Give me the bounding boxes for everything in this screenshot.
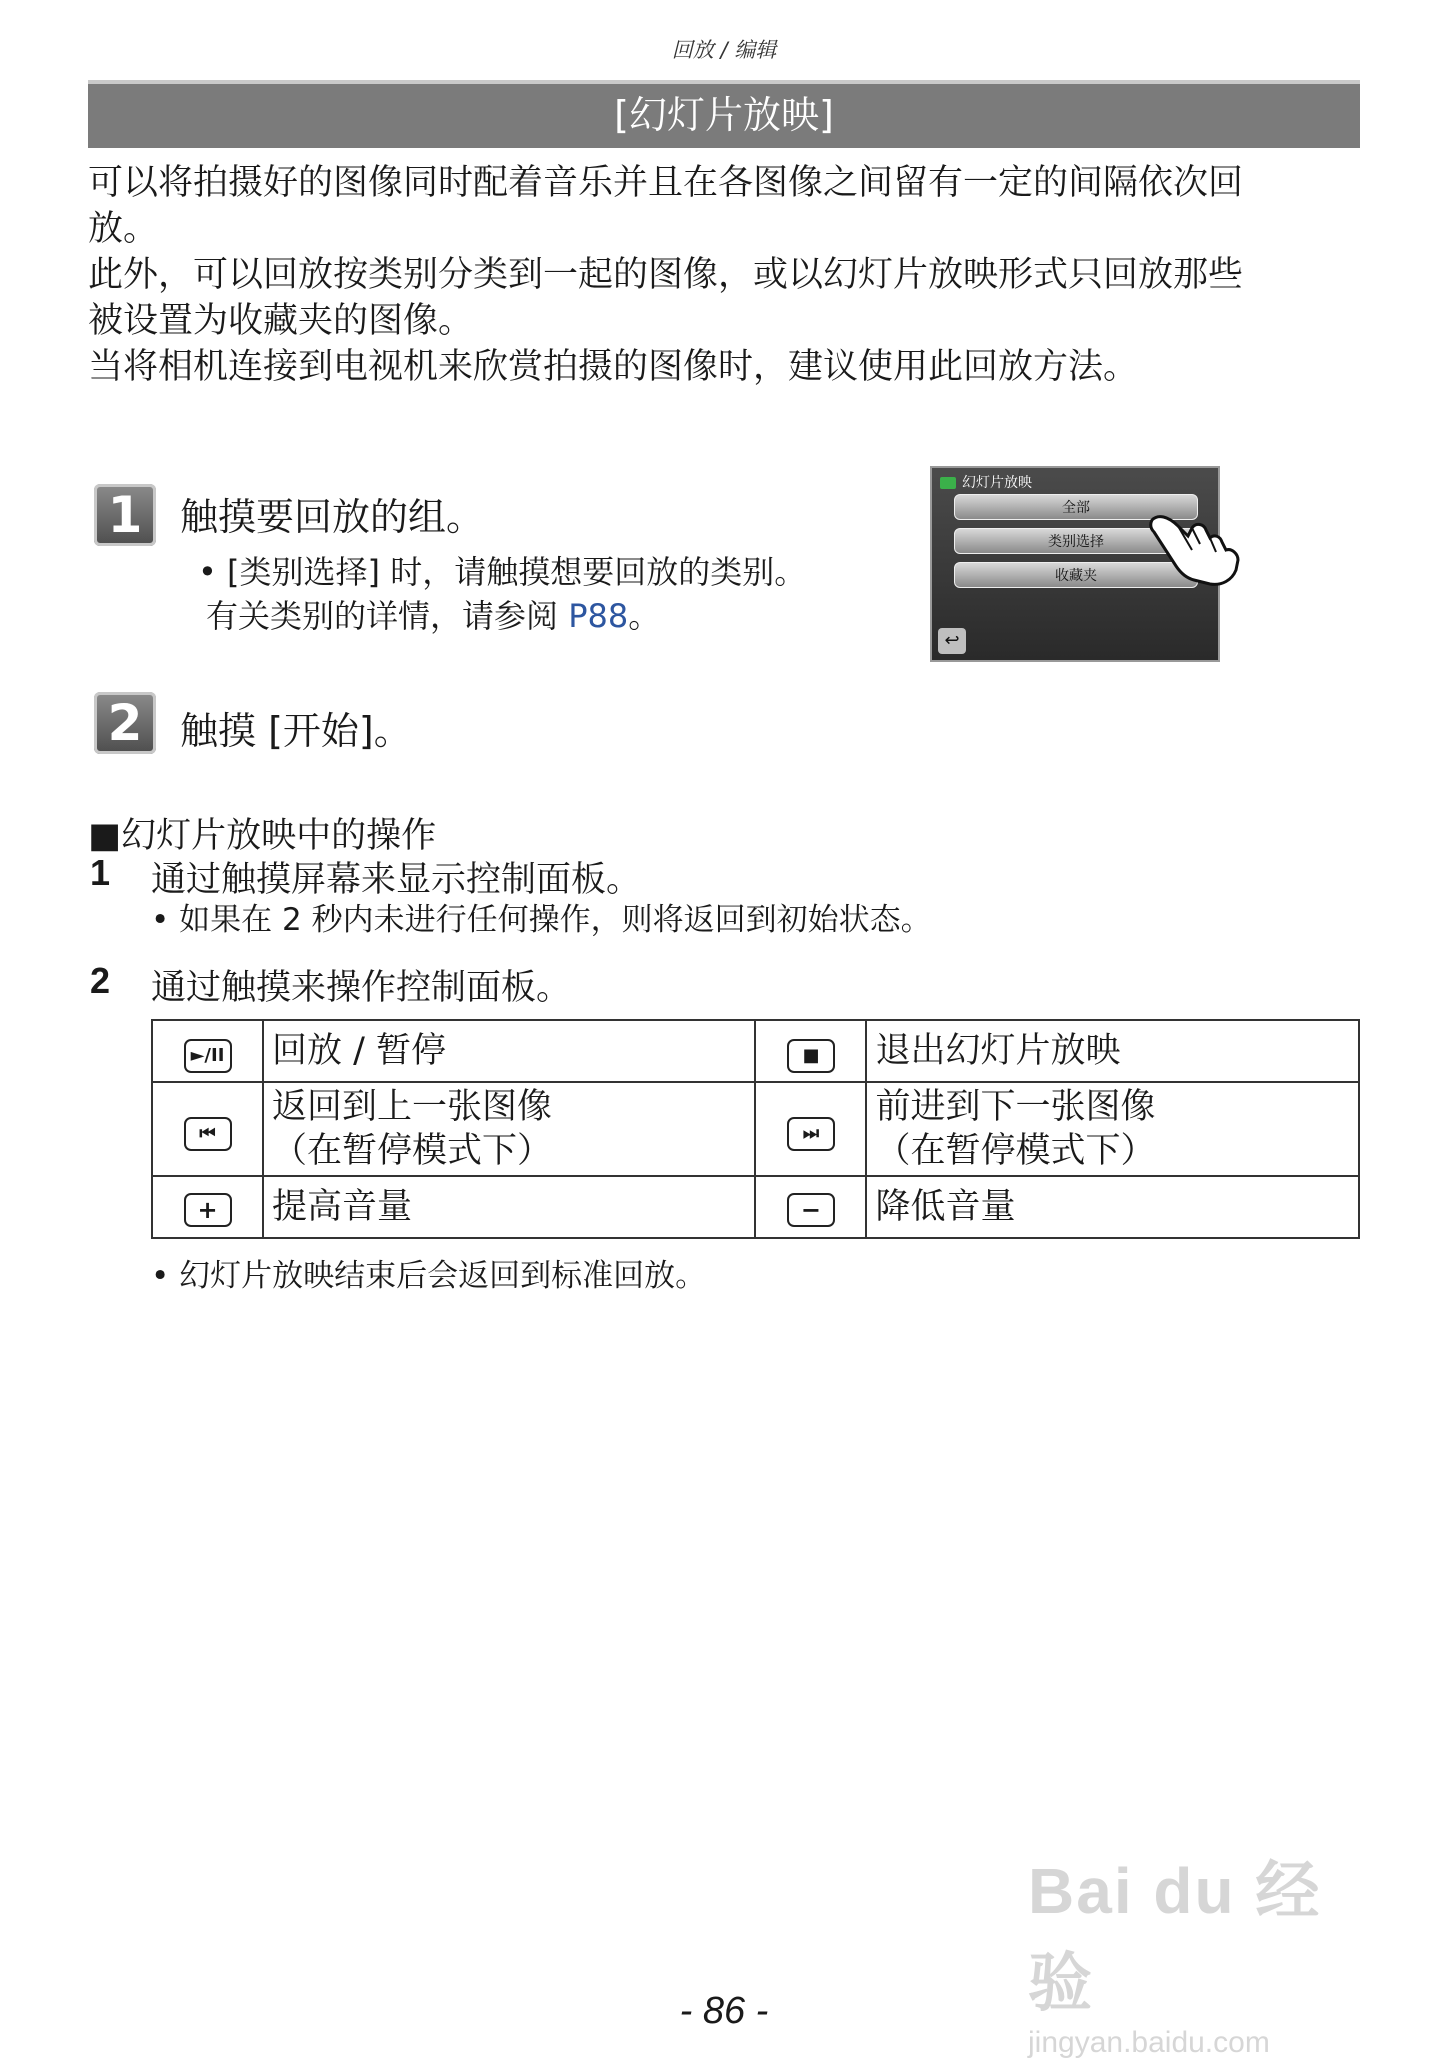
op-1-number: 1 [90,852,111,893]
step-2-title: 触摸 [开始]。 [180,709,412,753]
previous-label [263,1082,755,1176]
volume-up-icon: + [184,1193,232,1227]
step-1-badge: 1 [94,484,156,546]
previous-label-line: （在暂停模式下） [272,1131,553,1171]
stop-icon: ■ [787,1039,835,1073]
next-label [866,1082,1359,1176]
volume-down-label: 降低音量 [866,1176,1359,1238]
op-1-text: 通过触摸屏幕来显示控制面板。 [151,860,642,900]
intro-line: 被设置为收藏夹的图像。 [88,301,474,341]
step-2-badge: 2 [94,692,156,754]
camera-option-category[interactable]: 类别选择 [954,528,1198,554]
play-pause-label: 回放 / 暂停 [263,1020,755,1082]
intro-line: 可以将拍摄好的图像同时配着音乐并且在各图像之间留有一定的间隔依次回 [88,163,1244,203]
note-prefix: 有关类别的详情，请参阅 [206,597,569,635]
table-cell [152,1082,263,1176]
intro-line: 此外，可以回放按类别分类到一起的图像，或以幻灯片放映形式只回放那些 [88,255,1244,295]
table-row [152,1020,1359,1082]
camera-option-favorites[interactable]: 收藏夹 [954,562,1198,588]
section-title: [幻灯片放映] [88,80,1360,148]
op-2-number: 2 [90,960,111,1001]
op-2-text: 通过触摸来操作控制面板。 [151,968,572,1008]
op-1-note: • 如果在 2 秒内未进行任何操作，则将返回到初始状态。 [151,902,932,938]
intro-paragraph-2 [88,252,1360,344]
watermark-sub: jingyan.baidu.com [1028,2026,1270,2059]
camera-screen-title: 幻灯片放映 [962,475,1032,491]
intro-paragraph-3: 当将相机连接到电视机来欣赏拍摄的图像时，建议使用此回放方法。 [88,347,1139,387]
table-cell [755,1020,866,1082]
table-cell [152,1176,263,1238]
camera-option-all[interactable]: 全部 [954,494,1198,520]
pointing-hand-icon [1148,508,1248,588]
table-row [152,1176,1359,1238]
previous-icon: ⏮ [184,1117,232,1151]
baidu-watermark [1028,1840,1368,2059]
intro-paragraph-1 [88,160,1360,252]
operations-heading: ■幻灯片放映中的操作 [88,816,437,856]
volume-up-label: 提高音量 [263,1176,755,1238]
intro-line: 放。 [88,209,159,249]
note-suffix: 。 [628,597,661,635]
table-row [152,1082,1359,1176]
step-1-note-line [198,594,806,638]
breadcrumb: 回放 / 编辑 [671,38,777,62]
step-1-note-line: • [类别选择] 时，请触摸想要回放的类别。 [198,553,807,591]
slideshow-icon [940,477,956,489]
table-cell [755,1082,866,1176]
next-label-line: 前进到下一张图像 [875,1087,1156,1127]
control-panel-table [151,1019,1360,1239]
footer-note: • 幻灯片放映结束后会返回到标准回放。 [151,1258,707,1294]
step-1-title: 触摸要回放的组。 [180,495,485,539]
table-cell [755,1176,866,1238]
camera-screen-header [940,472,1032,494]
next-icon: ⏭ [787,1117,835,1151]
watermark-main: Bai du 经验 [1028,1855,1322,2019]
stop-label: 退出幻灯片放映 [866,1020,1359,1082]
step-1-note [198,550,806,638]
table-cell [152,1020,263,1082]
play-pause-icon: ►/II [184,1039,232,1073]
back-icon[interactable]: ↩ [938,628,966,654]
page-link[interactable]: P88 [568,597,629,635]
page-number: - 86 - [679,1990,769,2032]
previous-label-line: 返回到上一张图像 [272,1087,553,1127]
volume-down-icon: − [787,1193,835,1227]
next-label-line: （在暂停模式下） [875,1131,1156,1171]
